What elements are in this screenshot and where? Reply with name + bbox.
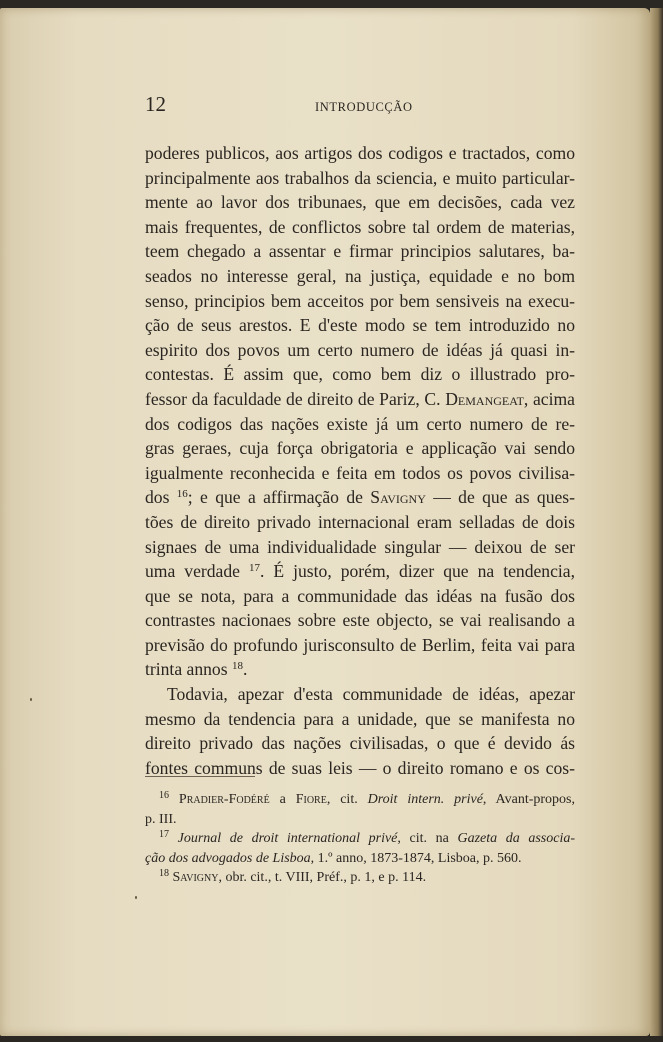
text-line: tões de direito privado internacional eram selladas de dois: [145, 511, 575, 532]
text-line: igualmente reconhecida e feita em todos os povos civilisa-: [145, 462, 575, 483]
page-header: [145, 92, 575, 120]
footnote-line: [145, 849, 575, 869]
text-run: trinta annos: [145, 659, 232, 680]
text-line: principalmente aos trabalhos da sciencia, e muito particular-: [145, 167, 575, 188]
footnote-line: p. III.: [145, 811, 177, 827]
footnote-number: 18: [159, 868, 169, 879]
footnote-line: [145, 829, 575, 849]
text-line: seados no interesse geral, na justiça, equidade e no bom: [145, 265, 575, 286]
text-line: previsão do profundo jurisconsulto de Berlim, feita vai para: [145, 634, 575, 655]
footnote-ref-16[interactable]: 16: [176, 488, 188, 501]
text-run: , Avant-propos,: [482, 792, 575, 807]
page-edge: [650, 8, 663, 1036]
work-title: Droit intern. privé: [367, 792, 483, 807]
footnote-16: [145, 790, 575, 829]
book-page: [0, 8, 650, 1036]
text-line: ção de seus arestos. E d'este modo se tem introduzido no: [145, 315, 575, 336]
text-run: ; e que a affirmação de: [187, 487, 371, 508]
text-line: poderes publicos, aos artigos dos codigos e tractados, como: [145, 143, 575, 163]
page-number: 12: [145, 92, 166, 116]
body-text: [145, 141, 575, 780]
text-line: mente ao lavor dos tribunaes, que em decisões, cada vez: [145, 192, 575, 213]
text-line: [145, 387, 575, 412]
text-line: [145, 657, 575, 682]
text-run: , obr. cit., t. VIII, Préf., p. 1, e p. 114.: [218, 870, 427, 885]
paper-speck: [135, 896, 137, 899]
paper-speck: [30, 698, 32, 701]
footnote-ref-17[interactable]: 17: [248, 562, 260, 575]
text-line: fontes communs de suas leis — o direito romano e os cos-: [145, 757, 575, 778]
text-line: signaes de uma individualidade singular — deixou de ser: [145, 536, 575, 557]
work-title: ção dos advogados de Lisboa: [145, 850, 311, 866]
text-run: fessor da faculdade de direito de Pariz, C.: [145, 388, 446, 409]
author-name: Fiore: [295, 792, 327, 807]
text-line: Todavia, apezar d'esta communidade de idéas, apezar: [167, 684, 575, 705]
text-run: uma verdade: [145, 561, 249, 582]
footnote-18: [145, 868, 575, 888]
footnote-line: [145, 790, 575, 810]
author-name: Pradier-Fodéré: [178, 792, 270, 807]
running-head: INTRODUCÇÃO: [315, 100, 413, 114]
text-run: . É justo, porém, dizer que na tendencia,: [259, 561, 576, 582]
text-line: mais frequentes, de conflictos sobre tal ordem de materias,: [145, 216, 575, 237]
text-run: , cit. na: [397, 831, 458, 846]
footnote-line: [145, 868, 575, 888]
text-run: .: [242, 659, 248, 680]
footnote-ref-18[interactable]: 18: [231, 660, 243, 673]
text-line: contrastes nacionaes sobre este objecto, se vai realisando a: [145, 610, 575, 631]
text-line: dos codigos das nações existe já um certo numero de re-: [145, 413, 575, 434]
text-line: gras geraes, cuja força obrigatoria e applicação vai sendo: [145, 438, 575, 459]
text-run: , 1.º anno, 1873-1874, Lisboa, p. 560.: [310, 850, 522, 866]
author-name-demangeat: Demangeat: [445, 388, 524, 409]
text-run: , cit.: [326, 792, 368, 807]
text-run: — de que as ques-: [425, 487, 575, 508]
footnote-number: 17: [159, 829, 169, 840]
footnote-17: [145, 829, 575, 868]
work-title: Gazeta da associa-: [457, 831, 575, 846]
text-run: , acima: [523, 388, 575, 409]
text-line: direito privado das nações civilisadas, o que é devido ás: [145, 733, 575, 754]
text-line: contestas. É assim que, como bem diz o illustrado pro-: [145, 364, 575, 385]
footnotes: [145, 790, 575, 888]
text-line: mesmo da tendencia para a unidade, que se manifesta no: [145, 708, 575, 729]
text-line: [145, 559, 575, 584]
text-run: a: [269, 792, 296, 807]
text-line: senso, principios bem acceitos por bem sensiveis na execu-: [145, 290, 575, 311]
work-title: Journal de droit international privé: [177, 831, 398, 846]
text-line: [145, 485, 575, 510]
text-run: dos: [145, 487, 177, 508]
text-line: que se nota, para a communidade das idéas na fusão dos: [145, 585, 575, 606]
footnote-number: 16: [159, 790, 169, 801]
paragraph-2: [145, 682, 575, 780]
author-name: Savigny: [172, 870, 219, 885]
text-line: teem chegado a assentar e firmar principios salutares, ba-: [145, 241, 575, 262]
author-name-savigny: Savigny: [370, 487, 426, 508]
text-line: espirito dos povos um certo numero de idéas já quasi in-: [145, 339, 575, 360]
paragraph-1: [145, 141, 575, 682]
footnote-separator: [145, 776, 255, 777]
